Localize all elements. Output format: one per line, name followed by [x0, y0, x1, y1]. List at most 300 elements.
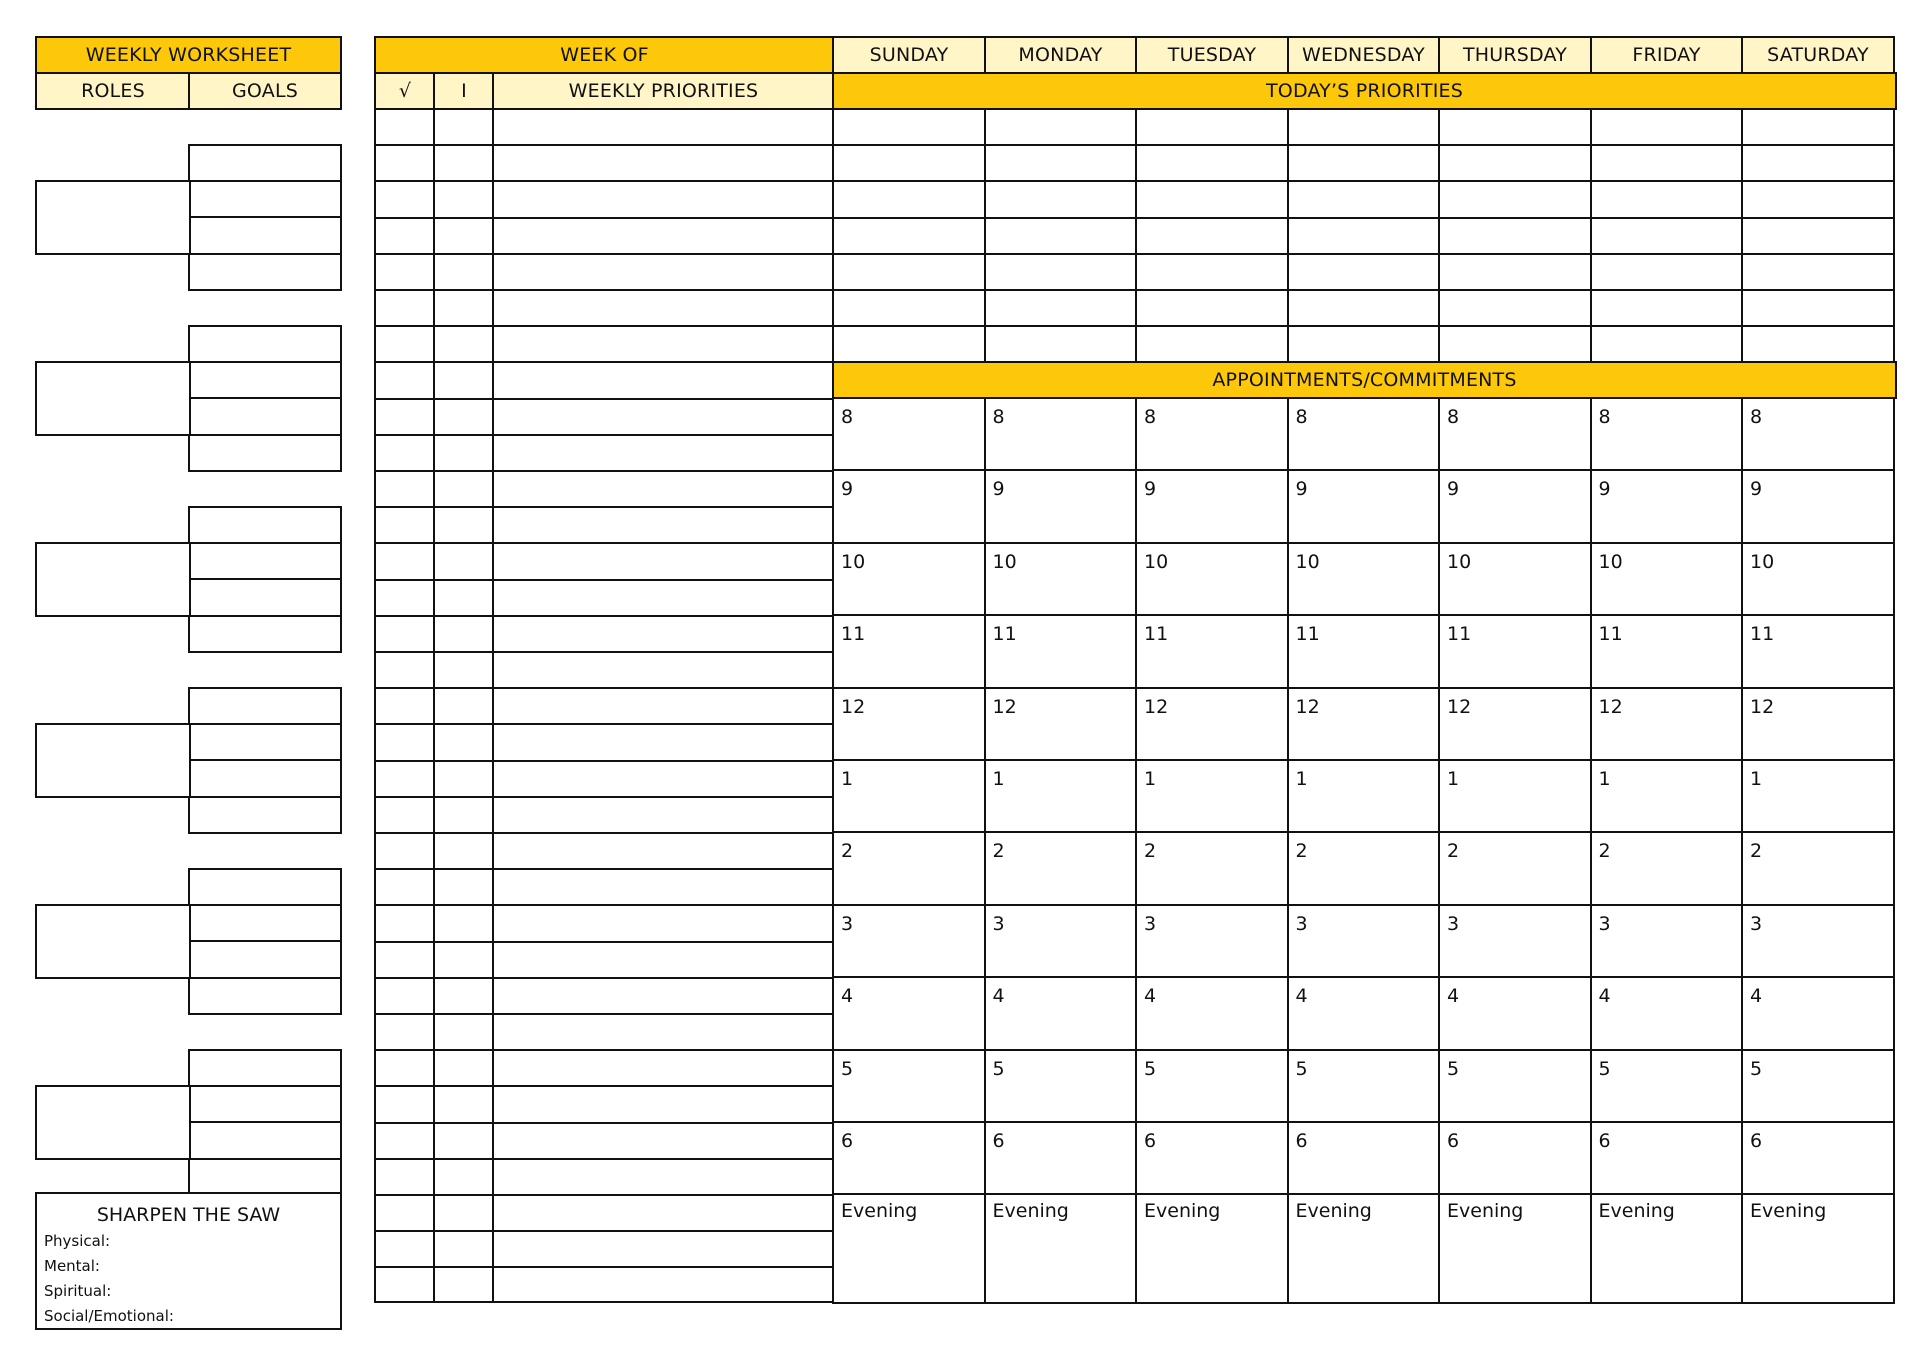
today-priority-cell[interactable]: [1287, 325, 1441, 364]
appointment-slot[interactable]: [1135, 1193, 1289, 1304]
appointment-slot[interactable]: [984, 831, 1138, 906]
weekly-priority-row[interactable]: [374, 977, 835, 979]
today-priority-cell[interactable]: [1741, 289, 1895, 328]
appointment-slot[interactable]: [1741, 1121, 1895, 1196]
appointment-slot[interactable]: [832, 542, 986, 617]
weekly-priority-row[interactable]: [374, 253, 835, 255]
goal-box[interactable]: [188, 144, 342, 183]
today-priority-cell[interactable]: [1135, 217, 1289, 256]
hour-label: 4: [1447, 985, 1460, 1008]
weekly-priority-row[interactable]: [374, 180, 835, 182]
hour-label: 11: [841, 623, 866, 646]
hour-label: 2: [1598, 840, 1611, 863]
today-priority-cell[interactable]: [1590, 289, 1744, 328]
weekly-priority-row[interactable]: [374, 289, 835, 291]
appointment-slot[interactable]: [1741, 1193, 1895, 1304]
weekly-priority-row[interactable]: [374, 217, 835, 219]
appointment-slot[interactable]: [832, 687, 986, 762]
appointment-slot[interactable]: [1438, 542, 1592, 617]
today-priority-cell[interactable]: [1135, 253, 1289, 292]
appointment-slot[interactable]: [832, 904, 986, 979]
goal-box[interactable]: [188, 1121, 342, 1160]
hour-label: 5: [1750, 1057, 1763, 1080]
today-priority-cell[interactable]: [1741, 144, 1895, 183]
weekly-priority-row[interactable]: [374, 832, 835, 834]
appointment-slot[interactable]: [1287, 469, 1441, 544]
today-priority-cell[interactable]: [1438, 289, 1592, 328]
hour-label: 11: [1447, 623, 1472, 646]
hour-label: 4: [841, 985, 854, 1008]
appointment-slot[interactable]: [832, 469, 986, 544]
hour-label: 11: [1750, 623, 1775, 646]
hour-label: 2: [841, 840, 854, 863]
day-header-saturday: [1741, 36, 1895, 74]
today-priority-cell[interactable]: [1287, 180, 1441, 219]
weekly-priority-row[interactable]: [374, 1230, 835, 1232]
day-name: TUESDAY: [1167, 44, 1257, 66]
today-priority-cell[interactable]: [1741, 253, 1895, 292]
hour-label: 11: [1295, 623, 1320, 646]
roles-header-text: ROLES: [81, 80, 145, 102]
hour-label: 3: [1750, 912, 1763, 935]
appointment-slot[interactable]: [984, 1049, 1138, 1124]
appointment-slot[interactable]: [1287, 831, 1441, 906]
today-priority-cell[interactable]: [1287, 217, 1441, 256]
appointment-slot[interactable]: [1135, 687, 1289, 762]
goal-box[interactable]: [188, 506, 342, 545]
hour-label: 4: [992, 985, 1005, 1008]
today-priority-cell[interactable]: [1135, 180, 1289, 219]
week-of-header[interactable]: [374, 36, 835, 74]
appointment-slot[interactable]: [1590, 1121, 1744, 1196]
goal-box[interactable]: [188, 578, 342, 617]
appointment-slot[interactable]: [832, 397, 986, 472]
appointments-header: [832, 361, 1897, 399]
weekly-priority-row[interactable]: [374, 1194, 835, 1196]
hour-label: 12: [1750, 695, 1775, 718]
appointment-slot[interactable]: [1438, 759, 1592, 834]
appointment-slot[interactable]: [1590, 759, 1744, 834]
today-priority-cell[interactable]: [1590, 108, 1744, 147]
hour-label: 12: [841, 695, 866, 718]
hour-label: Evening: [1144, 1200, 1221, 1223]
hour-label: 11: [1598, 623, 1623, 646]
hour-label: Evening: [841, 1200, 918, 1223]
today-priority-cell[interactable]: [1741, 108, 1895, 147]
weekly-priority-row[interactable]: [374, 651, 835, 653]
today-priority-cell[interactable]: [1741, 180, 1895, 219]
appointment-slot[interactable]: [1438, 469, 1592, 544]
today-priority-cell[interactable]: [1438, 180, 1592, 219]
hour-label: 6: [1750, 1130, 1763, 1152]
appointment-slot[interactable]: [984, 759, 1138, 834]
today-priority-cell[interactable]: [832, 253, 986, 292]
hour-label: 1: [1144, 768, 1157, 790]
hour-label: 10: [841, 550, 866, 573]
roles-header: [35, 72, 191, 110]
hour-label: 5: [1144, 1057, 1157, 1080]
appointment-slot[interactable]: [984, 1193, 1138, 1304]
importance-label: I: [461, 80, 467, 102]
today-priority-cell[interactable]: [984, 253, 1138, 292]
hour-label: 2: [1447, 840, 1460, 863]
today-priority-cell[interactable]: [1590, 144, 1744, 183]
appointment-slot[interactable]: [1287, 542, 1441, 617]
today-priority-cell[interactable]: [832, 217, 986, 256]
goal-box[interactable]: [188, 397, 342, 436]
appointment-slot[interactable]: [1438, 904, 1592, 979]
weekly-priority-row[interactable]: [374, 1266, 835, 1268]
appointment-slot[interactable]: [1438, 687, 1592, 762]
todays-priorities-header: [832, 72, 1897, 110]
appointment-slot[interactable]: [1438, 1049, 1592, 1124]
goals-header: [188, 72, 342, 110]
appointment-slot[interactable]: [1135, 976, 1289, 1051]
appointment-slot[interactable]: [1590, 397, 1744, 472]
appointment-slot[interactable]: [1590, 1049, 1744, 1124]
appointment-slot[interactable]: [1135, 542, 1289, 617]
goal-box[interactable]: [188, 940, 342, 979]
today-priority-cell[interactable]: [1590, 180, 1744, 219]
day-name: WEDNESDAY: [1302, 44, 1425, 66]
hour-label: 6: [992, 1130, 1005, 1152]
hour-label: 10: [1750, 550, 1775, 573]
today-priority-cell[interactable]: [1287, 253, 1441, 292]
today-priority-cell[interactable]: [832, 325, 986, 364]
weekly-priority-row[interactable]: [374, 904, 835, 906]
check-column-divider: [433, 108, 435, 1303]
hour-label: 10: [992, 550, 1017, 573]
weekly-priority-row[interactable]: [374, 1049, 835, 1051]
role-box[interactable]: [35, 542, 191, 617]
today-priority-cell[interactable]: [1741, 217, 1895, 256]
today-priority-cell[interactable]: [832, 289, 986, 328]
weekly-priority-row[interactable]: [374, 361, 835, 363]
today-priority-cell[interactable]: [1135, 289, 1289, 328]
hour-label: 3: [1598, 912, 1611, 935]
goal-box[interactable]: [188, 1049, 342, 1088]
appointment-slot[interactable]: [1741, 1049, 1895, 1124]
today-priority-cell[interactable]: [1287, 108, 1441, 147]
hour-label: Evening: [1598, 1200, 1675, 1223]
hour-label: 8: [1144, 406, 1157, 428]
goal-box[interactable]: [188, 723, 342, 762]
today-priority-cell[interactable]: [1287, 144, 1441, 183]
hour-label: 11: [1144, 623, 1169, 646]
appointment-slot[interactable]: [1590, 904, 1744, 979]
today-priority-cell[interactable]: [832, 180, 986, 219]
hour-label: 9: [992, 478, 1005, 501]
hour-label: 2: [1295, 840, 1308, 863]
hour-label: 11: [992, 623, 1017, 646]
appointment-slot[interactable]: [1287, 1193, 1441, 1304]
hour-label: 1: [992, 768, 1005, 790]
role-box[interactable]: [35, 180, 191, 255]
appointment-slot[interactable]: [1590, 687, 1744, 762]
day-name: MONDAY: [1018, 44, 1103, 66]
hour-label: 3: [841, 912, 854, 935]
weekly-priority-row[interactable]: [374, 615, 835, 617]
appointment-slot[interactable]: [1135, 469, 1289, 544]
weekly-priority-row[interactable]: [374, 325, 835, 327]
appointment-slot[interactable]: [1741, 397, 1895, 472]
today-priority-cell[interactable]: [1438, 144, 1592, 183]
hour-label: 5: [1447, 1057, 1460, 1080]
appointment-slot[interactable]: [984, 397, 1138, 472]
hour-label: 4: [1598, 985, 1611, 1008]
appointment-slot[interactable]: [1135, 1049, 1289, 1124]
appointment-slot[interactable]: [1741, 687, 1895, 762]
weekly-priorities-text: WEEKLY PRIORITIES: [568, 80, 759, 102]
appointment-slot[interactable]: [1438, 614, 1592, 689]
goal-box[interactable]: [188, 1158, 342, 1197]
hour-label: 8: [1750, 406, 1763, 428]
today-priority-cell[interactable]: [1438, 217, 1592, 256]
weekly-priority-row[interactable]: [374, 760, 835, 762]
hour-label: 2: [992, 840, 1005, 863]
appointment-slot[interactable]: [984, 469, 1138, 544]
today-priority-cell[interactable]: [1590, 325, 1744, 364]
hour-label: 10: [1144, 550, 1169, 573]
goal-box[interactable]: [188, 615, 342, 654]
appointment-slot[interactable]: [984, 1121, 1138, 1196]
appointment-slot[interactable]: [1741, 614, 1895, 689]
hour-label: 3: [1144, 912, 1157, 935]
hour-label: 6: [1295, 1130, 1308, 1152]
day-header-friday: [1590, 36, 1744, 74]
hour-label: 4: [1144, 985, 1157, 1008]
saw-item-physical[interactable]: Physical:: [44, 1232, 111, 1250]
goal-box[interactable]: [188, 542, 342, 581]
weekly-priority-row[interactable]: [374, 1158, 835, 1160]
weekly-priority-row[interactable]: [374, 144, 835, 146]
check-column-header: [374, 72, 436, 110]
sharpen-the-saw-title: SHARPEN THE SAW: [96, 1204, 281, 1226]
appointment-slot[interactable]: [1438, 976, 1592, 1051]
weekly-priorities-header: [492, 72, 835, 110]
appointment-slot[interactable]: [1590, 542, 1744, 617]
hour-label: 12: [1598, 695, 1623, 718]
hour-label: 6: [1447, 1130, 1460, 1152]
appointment-slot[interactable]: [1741, 542, 1895, 617]
today-priority-cell[interactable]: [984, 289, 1138, 328]
today-priority-cell[interactable]: [1438, 108, 1592, 147]
today-priority-cell[interactable]: [1590, 217, 1744, 256]
hour-label: 2: [1750, 840, 1763, 863]
appointment-slot[interactable]: [1287, 976, 1441, 1051]
appointment-slot[interactable]: [1741, 976, 1895, 1051]
appointment-slot[interactable]: [984, 976, 1138, 1051]
hour-label: 10: [1295, 550, 1320, 573]
appointment-slot[interactable]: [1135, 1121, 1289, 1196]
appointment-slot[interactable]: [1741, 904, 1895, 979]
role-box[interactable]: [35, 904, 191, 979]
appointment-slot[interactable]: [984, 614, 1138, 689]
hour-label: 8: [992, 406, 1005, 428]
hour-label: 4: [1295, 985, 1308, 1008]
appointment-slot[interactable]: [1287, 397, 1441, 472]
role-box[interactable]: [35, 1085, 191, 1160]
day-name: FRIDAY: [1632, 44, 1701, 66]
hour-label: 1: [1598, 768, 1611, 790]
hour-label: 5: [1295, 1057, 1308, 1080]
appointment-slot[interactable]: [832, 759, 986, 834]
appointment-slot[interactable]: [1135, 759, 1289, 834]
hour-label: 12: [1144, 695, 1169, 718]
today-priority-cell[interactable]: [1135, 108, 1289, 147]
today-priority-cell[interactable]: [832, 144, 986, 183]
weekly-priority-row[interactable]: [374, 1085, 835, 1087]
saw-item-social-emotional[interactable]: Social/Emotional:: [44, 1307, 174, 1325]
hour-label: 10: [1447, 550, 1472, 573]
appointment-slot[interactable]: [1590, 976, 1744, 1051]
goal-box[interactable]: [188, 687, 342, 726]
hour-label: 5: [841, 1057, 854, 1080]
saw-item-mental[interactable]: Mental:: [44, 1257, 100, 1275]
role-box[interactable]: [35, 723, 191, 798]
appointment-slot[interactable]: [1741, 759, 1895, 834]
today-priority-cell[interactable]: [1741, 325, 1895, 364]
today-priority-cell[interactable]: [984, 180, 1138, 219]
appointment-slot[interactable]: [1135, 614, 1289, 689]
weekly-priority-row[interactable]: [374, 398, 835, 400]
today-priority-cell[interactable]: [832, 108, 986, 147]
check-icon: √: [398, 80, 412, 102]
todays-priorities-text: TODAY’S PRIORITIES: [1265, 80, 1464, 102]
day-name: SUNDAY: [869, 44, 949, 66]
appointment-slot[interactable]: [832, 1049, 986, 1124]
goal-box[interactable]: [188, 216, 342, 255]
goal-box[interactable]: [188, 868, 342, 907]
appointment-slot[interactable]: [1135, 397, 1289, 472]
goal-box[interactable]: [188, 904, 342, 943]
hour-label: 9: [841, 478, 854, 501]
goal-box[interactable]: [188, 180, 342, 219]
weekly-priority-row[interactable]: [374, 796, 835, 798]
weekly-priority-row[interactable]: [374, 687, 835, 689]
hour-label: 6: [841, 1130, 854, 1152]
hour-label: 1: [1447, 768, 1460, 790]
appointment-slot[interactable]: [1287, 687, 1441, 762]
importance-column-header: [433, 72, 495, 110]
goal-box[interactable]: [188, 361, 342, 400]
appointment-slot[interactable]: [1287, 904, 1441, 979]
hour-label: 10: [1598, 550, 1623, 573]
weekly-priority-row[interactable]: [374, 941, 835, 943]
appointment-slot[interactable]: [1438, 1121, 1592, 1196]
day-header-tuesday: [1135, 36, 1289, 74]
today-priority-cell[interactable]: [984, 217, 1138, 256]
goal-box[interactable]: [188, 796, 342, 835]
weekly-priority-row[interactable]: [374, 723, 835, 725]
hour-label: 4: [1750, 985, 1763, 1008]
appointment-slot[interactable]: [1741, 831, 1895, 906]
day-header-monday: [984, 36, 1138, 74]
hour-label: 12: [992, 695, 1017, 718]
week-of-text: WEEK OF: [560, 44, 649, 66]
goal-box[interactable]: [188, 253, 342, 292]
hour-label: 12: [1295, 695, 1320, 718]
appointment-slot[interactable]: [832, 614, 986, 689]
appointment-slot[interactable]: [984, 904, 1138, 979]
goal-box[interactable]: [188, 759, 342, 798]
importance-column-divider: [492, 108, 494, 1303]
appointment-slot[interactable]: [984, 687, 1138, 762]
appointment-slot[interactable]: [1590, 614, 1744, 689]
day-name: SATURDAY: [1767, 44, 1869, 66]
appointment-slot[interactable]: [1590, 831, 1744, 906]
appointment-slot[interactable]: [1590, 1193, 1744, 1304]
weekly-priority-row[interactable]: [374, 868, 835, 870]
today-priority-cell[interactable]: [1438, 253, 1592, 292]
weekly-priority-row[interactable]: [374, 579, 835, 581]
goal-box[interactable]: [188, 434, 342, 473]
appointment-slot[interactable]: [1438, 831, 1592, 906]
appointments-text: APPOINTMENTS/COMMITMENTS: [1212, 369, 1517, 391]
appointment-slot[interactable]: [832, 831, 986, 906]
hour-label: 3: [1295, 912, 1308, 935]
today-priority-cell[interactable]: [1590, 253, 1744, 292]
weekly-priority-row[interactable]: [374, 506, 835, 508]
worksheet-title-text: WEEKLY WORKSHEET: [85, 44, 292, 66]
appointment-slot[interactable]: [1135, 904, 1289, 979]
goal-box[interactable]: [188, 977, 342, 1016]
appointment-slot[interactable]: [1438, 1193, 1592, 1304]
day-name: THURSDAY: [1462, 44, 1568, 66]
appointment-slot[interactable]: [832, 1193, 986, 1304]
appointment-slot[interactable]: [1590, 469, 1744, 544]
appointment-slot[interactable]: [1287, 759, 1441, 834]
weekly-priority-row[interactable]: [374, 1122, 835, 1124]
hour-label: 5: [1598, 1057, 1611, 1080]
today-priority-cell[interactable]: [1438, 325, 1592, 364]
weekly-priority-row[interactable]: [374, 434, 835, 436]
hour-label: 9: [1295, 478, 1308, 501]
hour-label: 2: [1144, 840, 1157, 863]
day-header-thursday: [1438, 36, 1592, 74]
today-priority-cell[interactable]: [1135, 144, 1289, 183]
appointment-slot[interactable]: [984, 542, 1138, 617]
role-box[interactable]: [35, 361, 191, 436]
weekly-priority-row[interactable]: [374, 470, 835, 472]
hour-label: 8: [1295, 406, 1308, 428]
today-priority-cell[interactable]: [984, 144, 1138, 183]
day-header-sunday: [832, 36, 986, 74]
appointment-slot[interactable]: [1741, 469, 1895, 544]
weekly-priority-row[interactable]: [374, 1013, 835, 1015]
appointment-slot[interactable]: [1287, 614, 1441, 689]
appointment-slot[interactable]: [832, 976, 986, 1051]
today-priority-cell[interactable]: [984, 108, 1138, 147]
today-priority-cell[interactable]: [1287, 289, 1441, 328]
appointment-slot[interactable]: [832, 1121, 986, 1196]
hour-label: 5: [992, 1057, 1005, 1080]
appointment-slot[interactable]: [1287, 1049, 1441, 1124]
goal-box[interactable]: [188, 1085, 342, 1124]
appointment-slot[interactable]: [1135, 831, 1289, 906]
appointment-slot[interactable]: [1438, 397, 1592, 472]
saw-item-spiritual[interactable]: Spiritual:: [44, 1282, 112, 1300]
hour-label: 3: [1447, 912, 1460, 935]
hour-label: 9: [1750, 478, 1763, 501]
today-priority-cell[interactable]: [984, 325, 1138, 364]
hour-label: 3: [992, 912, 1005, 935]
weekly-priority-row[interactable]: [374, 542, 835, 544]
appointment-slot[interactable]: [1287, 1121, 1441, 1196]
today-priority-cell[interactable]: [1135, 325, 1289, 364]
goal-box[interactable]: [188, 325, 342, 364]
hour-label: 1: [1750, 768, 1763, 790]
